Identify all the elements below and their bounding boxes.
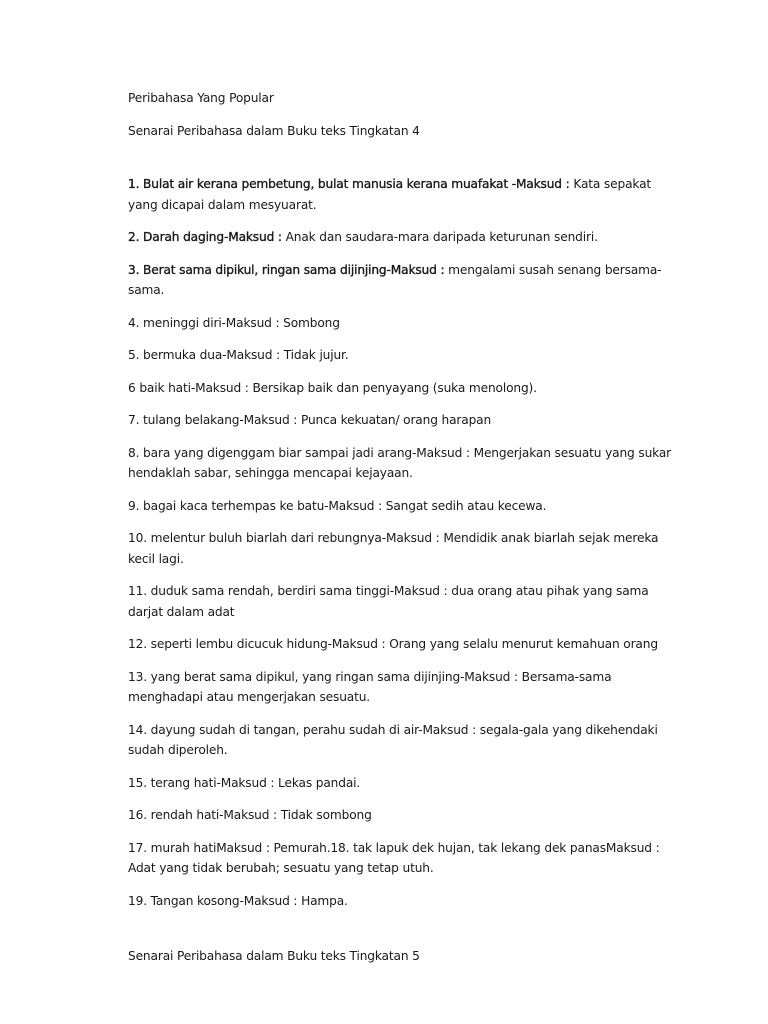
proverb-text: 14. dayung sudah di tangan, perahu sudah di air-Maksud : segala-gala yang dikehendaki sudah diperoleh.: [128, 722, 658, 757]
list-item: [128, 667, 676, 708]
list-item: [128, 805, 676, 826]
proverb-phrase: 3. Berat sama dipikul, ringan sama dijinjing-Maksud :: [128, 262, 449, 277]
list-item: [128, 838, 676, 879]
proverb-text: 8. bara yang digenggam biar sampai jadi arang-Maksud : Mengerjakan sesuatu yang sukar hendaklah sabar, sehingga mencapai kejayaan.: [128, 445, 672, 480]
proverb-text: 16. rendah hati-Maksud : Tidak sombong: [128, 808, 372, 822]
proverb-phrase: 2. Darah daging-Maksud :: [128, 230, 286, 244]
section-heading-form-4: Senarai Peribahasa dalam Buku teks Tingkatan 4: [128, 123, 420, 138]
proverb-meaning: mengalami susah senang bersama-sama.: [128, 262, 662, 297]
proverb-meaning: Anak dan saudara-mara daripada keturunan sendiri.: [285, 230, 598, 244]
list-item: [128, 528, 676, 569]
list-item: [128, 891, 676, 912]
proverb-text: 19. Tangan kosong-Maksud : Hampa.: [128, 893, 348, 908]
proverb-text: 17. murah hatiMaksud : Pemurah.18. tak lapuk dek hujan, tak lekang dek panasMaksud : Adat yang tidak berubah; sesuatu yang tetap utuh.: [128, 840, 660, 875]
proverb-text: 9. bagai kaca terhempas ke batu-Maksud : Sangat sedih atau kecewa.: [128, 498, 547, 513]
document-title: Peribahasa Yang Popular: [128, 91, 274, 105]
list-item: [128, 443, 676, 484]
proverb-text: 12. seperti lembu dicucuk hidung-Maksud : Orang yang selalu menurut kemahuan orang: [128, 637, 658, 651]
list-item: [128, 410, 676, 431]
proverb-text: 6 baik hati-Maksud : Bersikap baik dan penyayang (suka menolong).: [128, 380, 537, 395]
proverb-meaning: Kata sepakat yang dicapai dalam mesyuarat.: [128, 177, 652, 212]
proverb-text: 4. meninggi diri-Maksud : Sombong: [128, 315, 340, 330]
list-item: [128, 227, 676, 248]
list-item: [128, 581, 676, 622]
list-item: [128, 720, 676, 761]
list-item: [128, 634, 676, 655]
list-item: [128, 496, 676, 517]
proverb-text: 5. bermuka dua-Maksud : Tidak jujur.: [128, 348, 349, 362]
list-item: [128, 773, 676, 794]
section-heading-form-5: Senarai Peribahasa dalam Buku teks Tingkatan 5: [128, 949, 420, 963]
list-item: [128, 260, 676, 301]
document-body: [128, 88, 676, 967]
list-item: [128, 313, 676, 334]
proverb-list: [128, 174, 676, 911]
list-item: [128, 345, 676, 366]
list-item: [128, 378, 676, 399]
proverb-phrase: 1. Bulat air kerana pembetung, bulat manusia kerana muafakat -Maksud :: [128, 177, 574, 191]
list-item: [128, 174, 676, 215]
proverb-text: 11. duduk sama rendah, berdiri sama tinggi-Maksud : dua orang atau pihak yang sama darjat dalam adat: [128, 584, 649, 619]
proverb-text: 15. terang hati-Maksud : Lekas pandai.: [128, 775, 361, 790]
proverb-text: 10. melentur buluh biarlah dari rebungnya-Maksud : Mendidik anak biarlah sejak mereka kecil lagi.: [128, 531, 659, 566]
proverb-text: 13. yang berat sama dipikul, yang ringan sama dijinjing-Maksud : Bersama-sama menghadapi atau mengerjakan sesuatu.: [128, 669, 612, 704]
proverb-text: 7. tulang belakang-Maksud : Punca kekuatan/ orang harapan: [128, 413, 492, 427]
